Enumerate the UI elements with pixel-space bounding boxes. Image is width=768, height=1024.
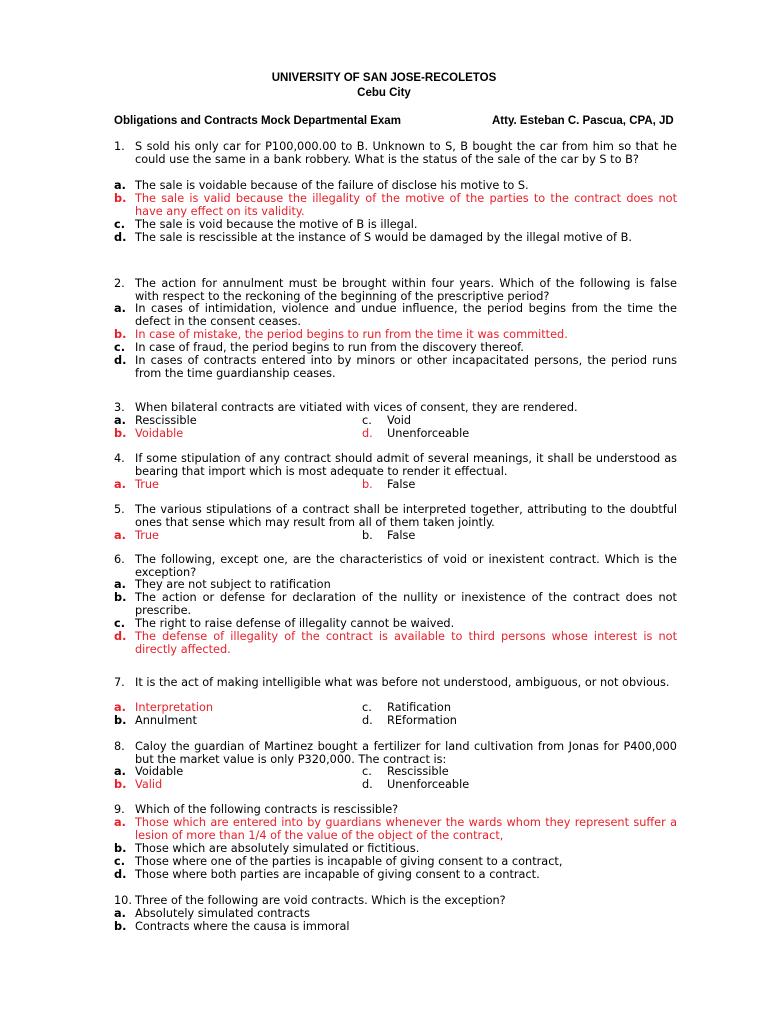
question-number: 6. (114, 553, 125, 566)
option-letter: c. (362, 414, 372, 427)
option-8b-answer (114, 778, 354, 791)
option-3a (114, 414, 354, 427)
option-9d (114, 868, 677, 881)
option-4b (362, 478, 415, 491)
option-text: Ratification (387, 701, 451, 714)
option-letter: c. (362, 701, 372, 714)
option-text: Absolutely simulated contracts (135, 907, 310, 920)
option-2d (114, 354, 677, 380)
question-text: The various stipulations of a contract shall be interpreted together, attributing to the doubtful ones that sense which may result from all of them taken jointly. (135, 503, 677, 529)
option-8d (362, 778, 469, 791)
option-text: False (387, 529, 416, 542)
option-text: False (387, 478, 416, 491)
option-letter: b. (114, 427, 127, 440)
option-text: Valid (135, 778, 163, 791)
option-letter: b. (114, 192, 127, 205)
option-letter: c. (362, 765, 372, 778)
question-7 (114, 676, 677, 689)
option-text: In case of mistake, the period begins to run from the time it was committed. (135, 328, 568, 341)
question-number: 1. (114, 140, 125, 153)
question-1 (114, 140, 677, 166)
option-letter: a. (114, 578, 126, 591)
option-5a-answer (114, 529, 354, 542)
option-8a (114, 765, 354, 778)
option-9b (114, 842, 677, 855)
option-6c (114, 617, 677, 630)
option-letter: a. (114, 414, 126, 427)
option-1d (114, 231, 677, 244)
question-10 (114, 894, 677, 907)
option-text: Those where both parties are incapable of giving consent to a contract. (135, 868, 540, 881)
option-text: The right to raise defense of illegality cannot be waived. (135, 617, 455, 630)
question-8 (114, 740, 677, 766)
option-letter: a. (114, 478, 126, 491)
city-name: Cebu City (357, 87, 411, 99)
question-3 (114, 401, 677, 414)
university-name: UNIVERSITY OF SAN JOSE-RECOLETOS (271, 72, 497, 84)
question-9 (114, 803, 677, 816)
option-text: Those which are entered into by guardians whenever the wards whom they represent suffer a lesion of more than 1/4 of the value of the object of the contract, (135, 816, 677, 842)
option-letter: d. (114, 630, 127, 643)
option-2a (114, 302, 677, 328)
option-text: Annulment (135, 714, 197, 727)
option-text: Those which are absolutely simulated or fictitious. (135, 842, 420, 855)
option-letter: b. (114, 842, 127, 855)
option-3d (362, 427, 469, 440)
option-6b (114, 591, 677, 617)
option-text: The action or defense for declaration of the nullity or inexistence of the contract does not prescribe. (135, 591, 677, 617)
option-letter: b. (114, 778, 127, 791)
question-text: S sold his only car for P100,000.00 to B. Unknown to S, B bought the car from him so that he could use the same in a bank robbery. What is the status of the sale of the car by S to B? (135, 140, 677, 166)
option-text: True (135, 529, 159, 542)
question-number: 2. (114, 277, 125, 290)
option-text: Unenforceable (387, 427, 470, 440)
option-text: They are not subject to ratification (135, 578, 331, 591)
option-6d-answer (114, 630, 677, 656)
option-text: Rescissible (387, 765, 449, 778)
option-1a (114, 179, 677, 192)
option-letter: d. (362, 427, 373, 440)
question-number: 5. (114, 503, 125, 516)
option-2b-answer (114, 328, 677, 341)
option-text: Voidable (135, 765, 184, 778)
option-letter: b. (114, 328, 127, 341)
question-number: 9. (114, 803, 125, 816)
option-letter: a. (114, 529, 126, 542)
option-letter: d. (114, 231, 127, 244)
option-3b-answer (114, 427, 354, 440)
question-5 (114, 503, 677, 529)
question-6 (114, 553, 677, 579)
option-text: The defense of illegality of the contract is available to third persons whose interest is not directly affected. (135, 630, 677, 656)
option-9c (114, 855, 677, 868)
question-text: Which of the following contracts is rescissible? (135, 803, 399, 816)
option-text: Voidable (135, 427, 184, 440)
option-text: In cases of intimidation, violence and undue influence, the period begins from the time the defect in the consent ceases. (135, 302, 677, 328)
option-10b (114, 920, 677, 933)
option-letter: a. (114, 302, 126, 315)
question-text: If some stipulation of any contract should admit of several meanings, it shall be understood as bearing that import which is most adequate to render it effectual. (135, 452, 677, 478)
option-letter: b. (114, 920, 127, 933)
option-letter: d. (362, 714, 373, 727)
option-2c (114, 341, 677, 354)
option-text: The sale is void because the motive of B is illegal. (135, 218, 418, 231)
option-9a-answer (114, 816, 677, 842)
option-10a (114, 907, 677, 920)
option-1b-answer (114, 192, 677, 218)
option-text: In case of fraud, the period begins to run from the discovery thereof. (135, 341, 524, 354)
option-letter: a. (114, 765, 126, 778)
option-7b (114, 714, 354, 727)
option-text: REformation (387, 714, 457, 727)
option-letter: b. (362, 529, 373, 542)
option-letter: b. (362, 478, 373, 491)
question-2 (114, 277, 677, 303)
question-number: 8. (114, 740, 125, 753)
option-letter: c. (114, 341, 125, 354)
option-letter: d. (362, 778, 373, 791)
option-text: The sale is voidable because of the failure of disclose his motive to S. (135, 179, 529, 192)
option-text: In cases of contracts entered into by minors or other incapacitated persons, the period runs from the time guardianship ceases. (135, 354, 677, 380)
option-letter: b. (114, 591, 127, 604)
option-letter: a. (114, 816, 126, 829)
option-letter: c. (114, 617, 125, 630)
option-7a-answer (114, 701, 354, 714)
question-number: 7. (114, 676, 125, 689)
option-letter: a. (114, 179, 126, 192)
option-letter: a. (114, 701, 126, 714)
option-letter: d. (114, 354, 127, 367)
option-6a (114, 578, 677, 591)
option-text: True (135, 478, 159, 491)
option-3c (362, 414, 411, 427)
option-text: The sale is rescissible at the instance of S would be damaged by the illegal motive of B. (135, 231, 632, 244)
option-text: Unenforceable (387, 778, 470, 791)
exam-title: Obligations and Contracts Mock Departmental Exam (114, 115, 401, 127)
option-text: The sale is valid because the illegality of the motive of the parties to the contract does not have any effect on its validity. (135, 192, 677, 218)
question-text: It is the act of making intelligible what was before not understood, ambiguous, or not obvious. (135, 676, 670, 689)
option-letter: c. (114, 218, 125, 231)
option-7d (362, 714, 457, 727)
option-text: Interpretation (135, 701, 214, 714)
question-number: 3. (114, 401, 125, 414)
option-letter: b. (114, 714, 127, 727)
question-text: Three of the following are void contracts. Which is the exception? (135, 894, 506, 907)
question-number: 4. (114, 452, 125, 465)
option-text: Rescissible (135, 414, 197, 427)
option-letter: a. (114, 907, 126, 920)
option-7c (362, 701, 451, 714)
option-letter: c. (114, 855, 125, 868)
option-5b (362, 529, 415, 542)
option-letter: d. (114, 868, 127, 881)
question-4 (114, 452, 677, 478)
option-8c (362, 765, 449, 778)
question-text: When bilateral contracts are vitiated with vices of consent, they are rendered. (135, 401, 578, 414)
question-text: Caloy the guardian of Martinez bought a fertilizer for land cultivation from Jonas for P400,000 but the market value is only P320,000. The contract is: (135, 740, 677, 766)
exam-author: Atty. Esteban C. Pascua, CPA, JD (492, 115, 674, 127)
option-text: Void (387, 414, 412, 427)
question-text: The action for annulment must be brought within four years. Which of the following is false with respect to the reckoning of the beginning of the prescriptive period? (135, 277, 677, 303)
option-text: Contracts where the causa is immoral (135, 920, 350, 933)
option-text: Those where one of the parties is incapable of giving consent to a contract, (135, 855, 563, 868)
question-text: The following, except one, are the characteristics of void or inexistent contract. Which is the exception? (135, 553, 677, 579)
option-1c (114, 218, 677, 231)
question-number: 10. (114, 894, 132, 907)
option-4a-answer (114, 478, 354, 491)
